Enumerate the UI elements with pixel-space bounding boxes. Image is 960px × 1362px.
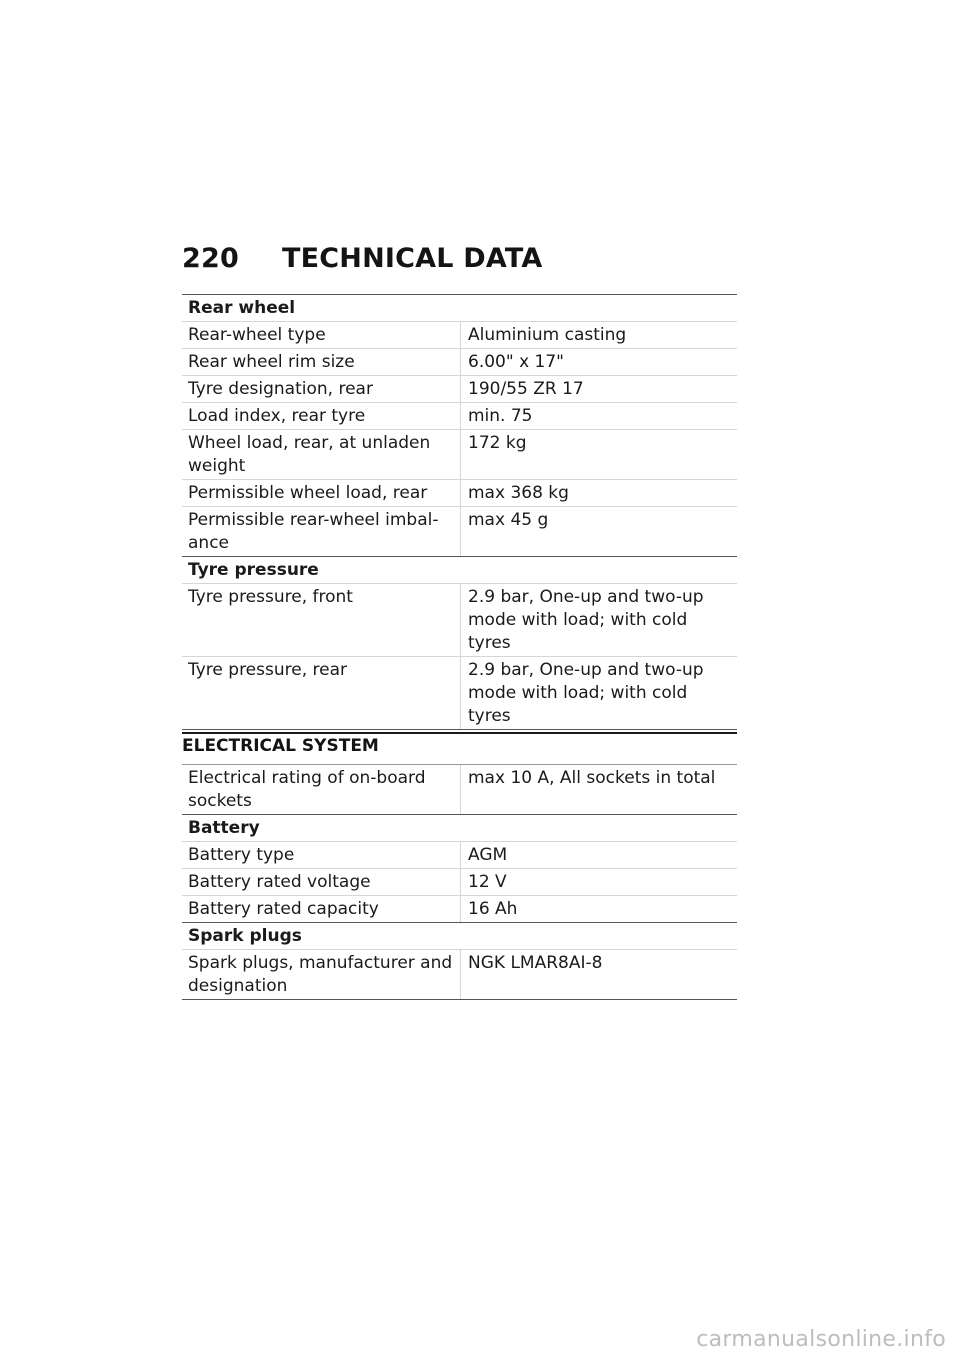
row-label: Permissible rear-wheel imbal-ance	[182, 507, 461, 556]
row-value: max 45 g	[468, 510, 549, 530]
row-label: Load index, rear tyre	[182, 403, 461, 429]
chapter-divider	[182, 732, 737, 734]
row-label: Rear wheel rim size	[182, 349, 461, 375]
row-value: max 368 kg	[468, 483, 569, 503]
row-value: 190/55 ZR 17	[468, 379, 584, 399]
section-heading-spark-plugs: Spark plugs	[182, 923, 737, 950]
row-value: min. 75	[468, 406, 533, 426]
chapter-heading-electrical: ELECTRICAL SYSTEM	[182, 736, 379, 756]
row-label: Battery type	[182, 842, 461, 868]
table-row	[182, 376, 737, 403]
table-row	[182, 869, 737, 896]
row-value: 16 Ah	[468, 899, 518, 919]
row-label: Tyre pressure, rear	[182, 657, 461, 729]
row-label: Battery rated capacity	[182, 896, 461, 922]
row-value: Aluminium casting	[468, 325, 627, 345]
row-value: 6.00" x 17"	[468, 352, 564, 372]
electrical-table	[182, 764, 737, 1000]
table-row	[182, 430, 737, 480]
table-row	[182, 507, 737, 557]
table-row	[182, 896, 737, 923]
row-value: 2.9 bar, One-up and two-up mode with load; with cold tyres	[468, 587, 704, 653]
row-label: Tyre pressure, front	[182, 584, 461, 656]
section-heading-rear-wheel: Rear wheel	[182, 295, 737, 322]
table-row	[182, 349, 737, 376]
page-number: 220	[182, 243, 239, 274]
table-row	[182, 842, 737, 869]
table-row	[182, 322, 737, 349]
row-label: Rear-wheel type	[182, 322, 461, 348]
row-label: Wheel load, rear, at unladen weight	[182, 430, 461, 479]
row-label: Electrical rating of on-board sockets	[182, 765, 461, 814]
table-row	[182, 765, 737, 815]
row-value: 172 kg	[468, 433, 527, 453]
section-heading-tyre-pressure: Tyre pressure	[182, 557, 737, 584]
row-value: AGM	[468, 845, 508, 865]
row-value: 12 V	[468, 872, 507, 892]
row-label: Tyre designation, rear	[182, 376, 461, 402]
table-row	[182, 657, 737, 730]
row-label: Spark plugs, manufacturer and designation	[182, 950, 461, 999]
table-row	[182, 480, 737, 507]
section-heading-battery: Battery	[182, 815, 737, 842]
watermark: carmanualsonline.info	[696, 1327, 946, 1352]
rear-wheel-table	[182, 294, 737, 730]
table-row	[182, 584, 737, 657]
table-row	[182, 403, 737, 430]
row-label: Permissible wheel load, rear	[182, 480, 461, 506]
page-header	[182, 243, 542, 277]
row-value: NGK LMAR8AI-8	[468, 953, 603, 973]
row-value: max 10 A, All sockets in total	[468, 768, 716, 788]
row-label: Battery rated voltage	[182, 869, 461, 895]
page-title: TECHNICAL DATA	[282, 243, 543, 274]
table-row	[182, 950, 737, 1000]
row-value: 2.9 bar, One-up and two-up mode with load; with cold tyres	[468, 660, 704, 726]
